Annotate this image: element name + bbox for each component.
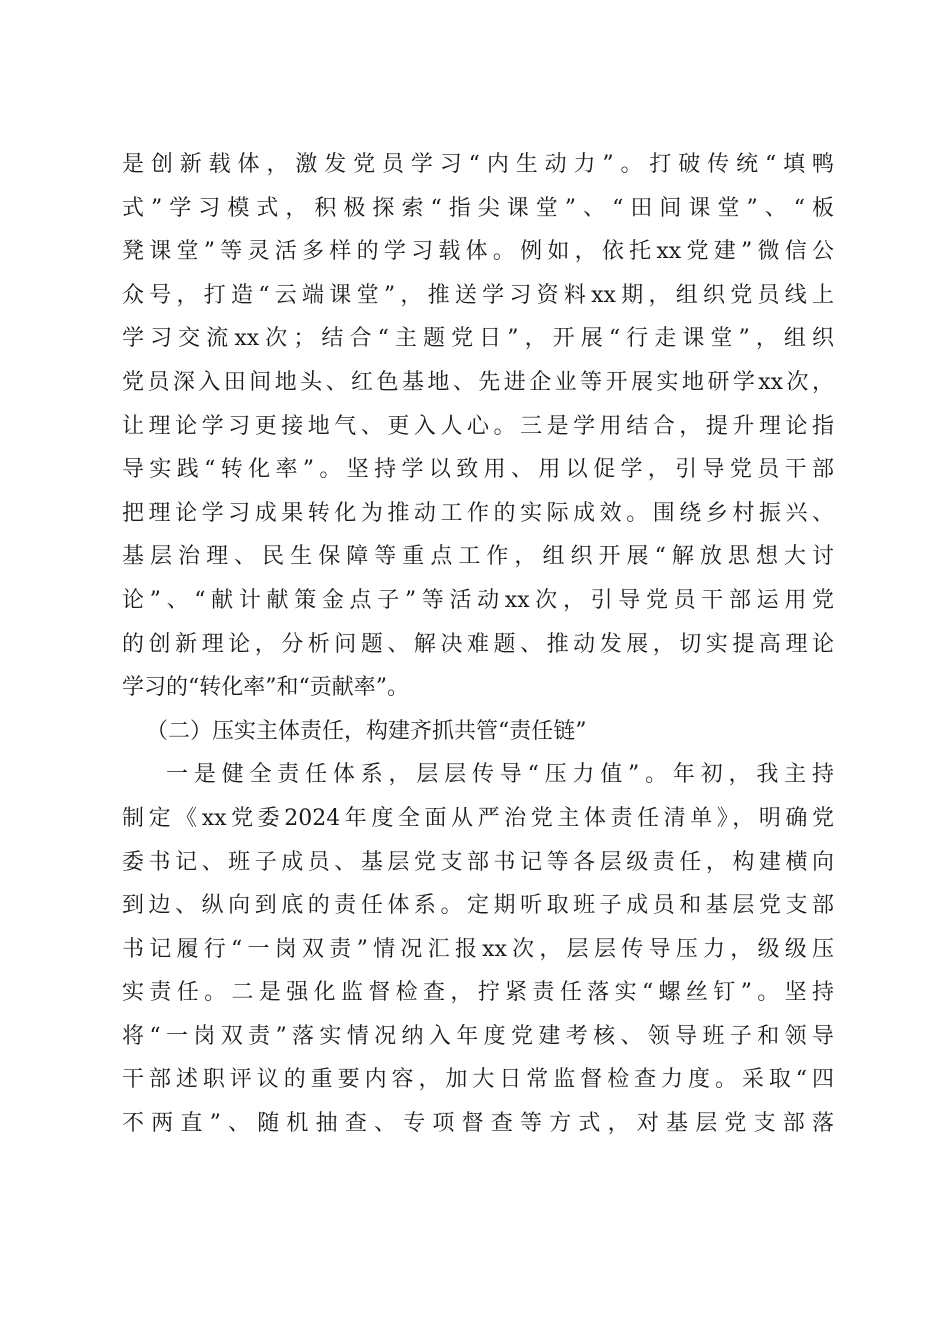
text-line: 实责任。二是强化监督检查，拧紧责任落实“螺丝钉”。坚持 [122, 980, 834, 1006]
text-line: 到边、纵向到底的责任体系。定期听取班子成员和基层党支部 [122, 893, 834, 919]
section-heading: （二）压实主体责任，构建齐抓共管“责任链” [146, 718, 587, 744]
text-line: 基层治理、民生保障等重点工作，组织开展“解放思想大讨 [122, 544, 834, 570]
text-line: 委书记、班子成员、基层党支部书记等各层级责任，构建横向 [122, 849, 834, 875]
text-line: 式”学习模式，积极探索“指尖课堂”、“田间课堂”、“板 [122, 195, 834, 221]
text-line: 书记履行“一岗双责”情况汇报xx次，层层传导压力，级级压 [122, 936, 834, 962]
text-line: 论”、“献计献策金点子”等活动xx次，引导党员干部运用党 [122, 587, 834, 613]
text-line: 是创新载体，激发党员学习“内生动力”。打破传统“填鸭 [122, 152, 834, 177]
text-line: 学习的“转化率”和“贡献率”。 [122, 675, 409, 701]
text-line: 导实践“转化率”。坚持学以致用、用以促学，引导党员干部 [122, 457, 834, 483]
text-line: 党员深入田间地头、红色基地、先进企业等开展实地研学xx次， [122, 369, 834, 395]
text-line: 众号，打造“云端课堂”，推送学习资料xx期，组织党员线上 [122, 282, 834, 308]
text-line: 凳课堂”等灵活多样的学习载体。例如，依托xx党建”微信公 [122, 239, 834, 265]
text-line: 让理论学习更接地气、更入人心。三是学用结合，提升理论指 [122, 413, 834, 439]
text-line: 不两直”、随机抽查、专项督查等方式，对基层党支部落 [122, 1111, 834, 1137]
text-line: 的创新理论，分析问题、解决难题、推动发展，切实提高理论 [122, 631, 834, 657]
text-line: 制定《xx党委2024年度全面从严治党主体责任清单》，明确党 [122, 805, 834, 831]
body-text [122, 143, 834, 1146]
text-line: 干部述职评议的重要内容，加大日常监督检查力度。采取“四 [122, 1067, 834, 1093]
text-line: 把理论学习成果转化为推动工作的实际成效。围绕乡村振兴、 [122, 500, 834, 526]
text-line: 学习交流xx次；结合“主题党日”，开展“行走课堂”，组织 [122, 326, 834, 352]
text-line: 将“一岗双责”落实情况纳入年度党建考核、领导班子和领导 [122, 1023, 834, 1049]
paragraph-first-line: 一是健全责任体系，层层传导“压力值”。年初，我主持 [166, 762, 834, 788]
